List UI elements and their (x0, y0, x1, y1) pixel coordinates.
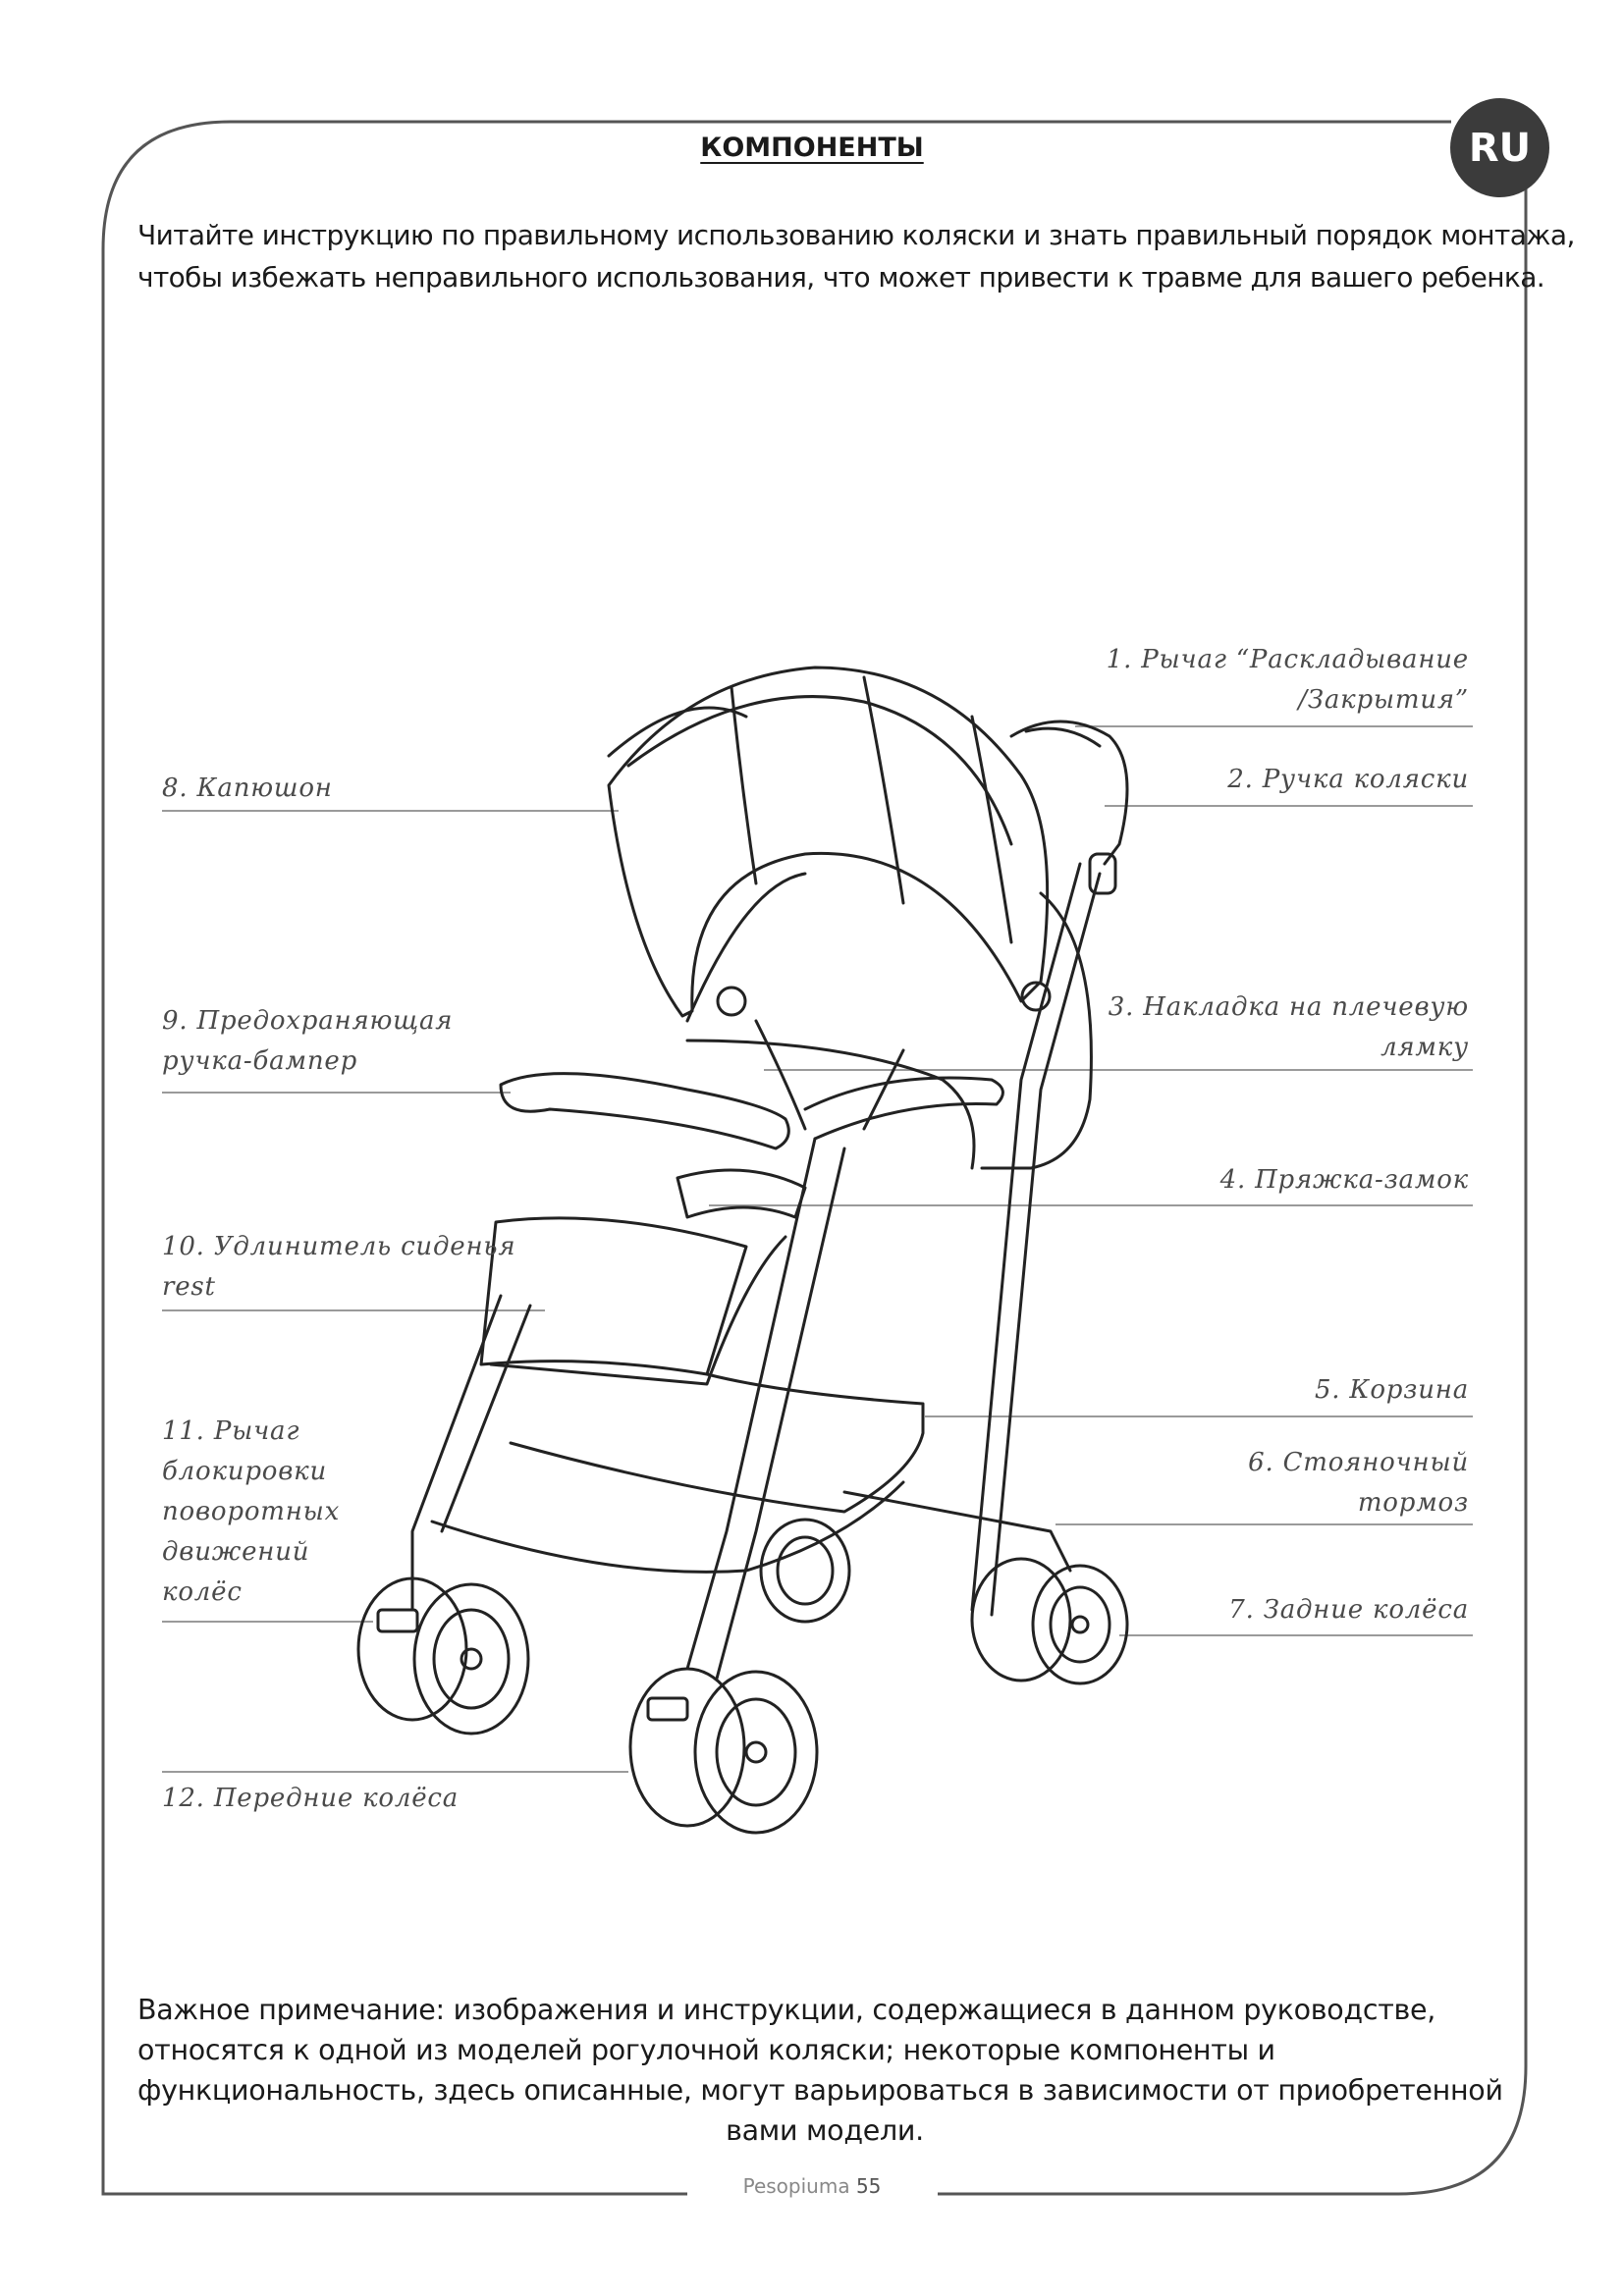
harness-buckle (677, 1170, 805, 1217)
basket (511, 1374, 923, 1512)
page-title: КОМПОНЕНТЫ (700, 133, 924, 163)
component-label-bumper: 9. Предохраняющая ручка-бампер (162, 1006, 454, 1076)
component-label-front-wheels: 12. Передние колёса (162, 1784, 460, 1813)
component-label-canopy: 8. Капюшон (162, 774, 333, 803)
component-label-basket: 5. Корзина (1314, 1375, 1469, 1405)
component-label-shoulder-pad: 3. Накладка на плечевую лямку (1108, 992, 1469, 1062)
swivel-lock (378, 1610, 417, 1631)
footer-brand: Pesopiuma (742, 2174, 850, 2198)
language-badge: RU (1450, 98, 1549, 197)
bumper-bar (501, 1074, 788, 1148)
component-label-parking-brake: 6. Стояночный тормоз (1248, 1448, 1469, 1518)
canopy (609, 667, 1048, 1016)
page-number: 55 (855, 2174, 882, 2198)
component-label-folding-lever: 1. Рычаг “Раскладывание /Закрытия” (1106, 645, 1469, 715)
stroller-handle (1011, 721, 1127, 864)
component-label-rear-wheels: 7. Задние колёса (1228, 1595, 1469, 1625)
component-label-handle: 2. Ручка коляски (1227, 765, 1469, 794)
component-label-swivel-lock: 11. Рычаг блокировки поворотных движений колёс (162, 1416, 341, 1607)
component-label-buckle: 4. Пряжка-замок (1219, 1165, 1469, 1195)
page-footer (687, 2174, 937, 2198)
important-note: Важное примечание: изображения и инструкции, содержащиеся в данном руководстве, относятся к одной из моделей рогулочной коляски; некоторые компоненты и функциональность, здесь описанные, могут варьироваться в зависимости от приобретенной вами модели. (137, 1994, 1503, 2147)
component-label-seat-extender: 10. Удлинитель сиденья rest (162, 1232, 516, 1302)
intro-text: Читайте инструкцию по правильному использованию коляски и знать правильный порядок монтажа, чтобы избежать неправильного использования, что может привести к травме для вашего ребенка. (137, 219, 1575, 294)
seat-extender (481, 1218, 746, 1374)
